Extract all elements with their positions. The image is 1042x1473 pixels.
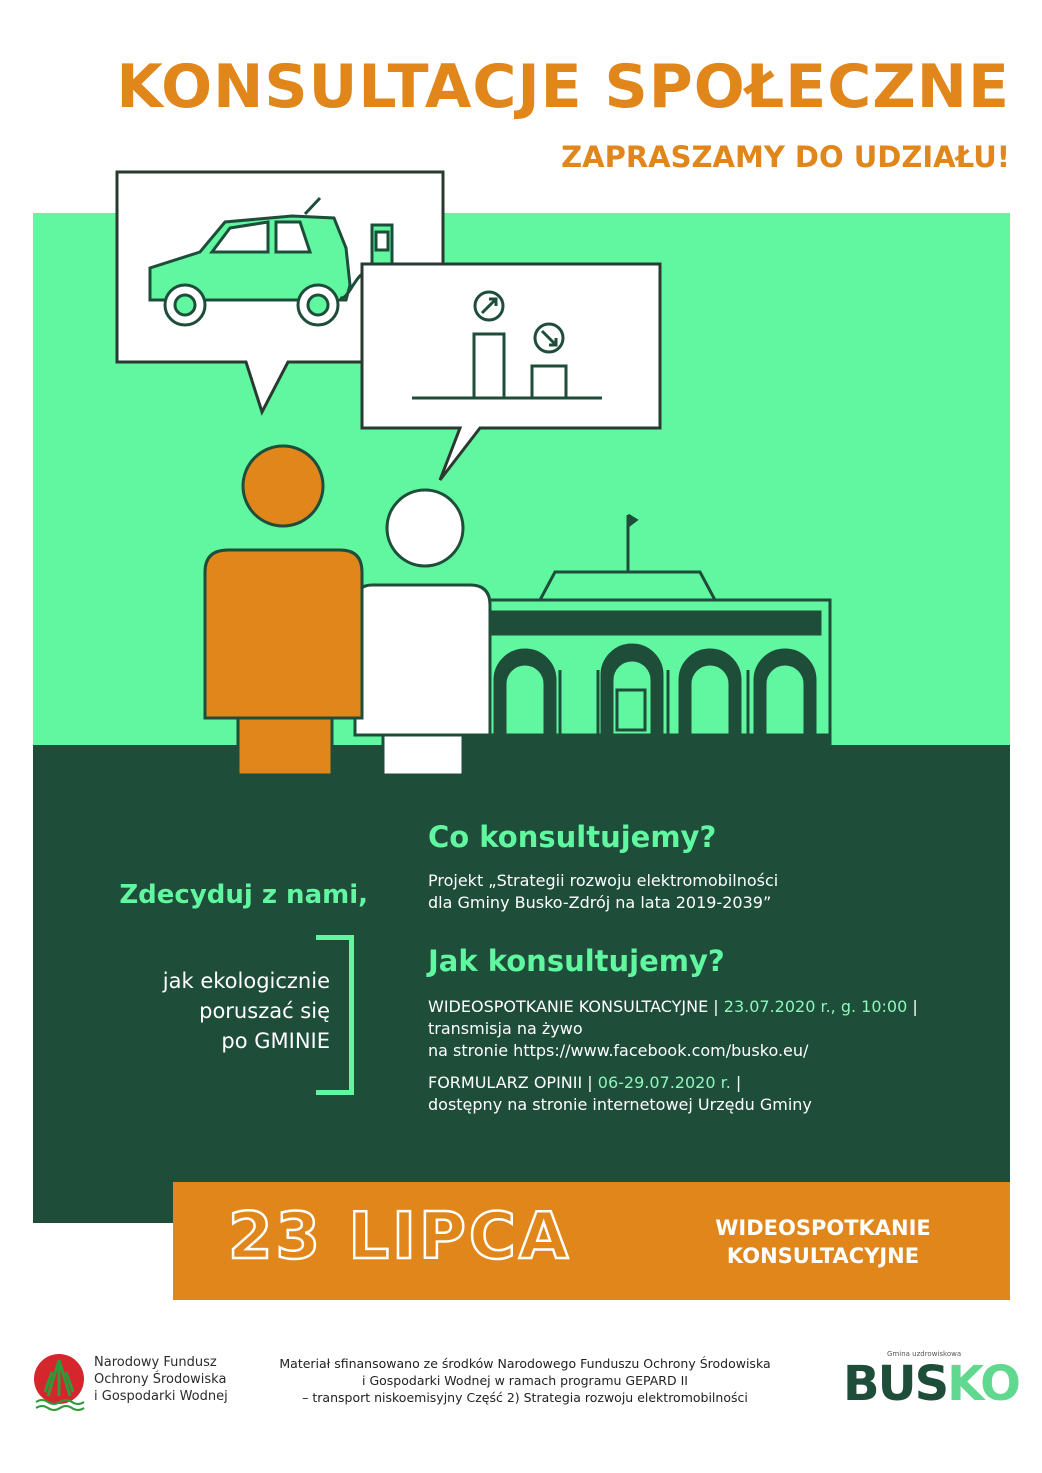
form-date: 06-29.07.2020 r. — [597, 1073, 731, 1092]
busko-tagline: Gmina uzdrowiskowa — [887, 1350, 962, 1358]
funding-line: Materiał sfinansowano ze środków Narodowego Funduszu Ochrony Środowiska — [279, 1356, 771, 1371]
page-subtitle: ZAPRASZAMY DO UDZIAŁU! — [561, 140, 1010, 174]
bracket-decoration — [316, 935, 354, 1095]
date-band — [173, 1182, 1010, 1300]
separator: | — [735, 1073, 742, 1092]
form-name: FORMULARZ OPINII — [428, 1073, 583, 1092]
person-white-icon — [355, 490, 490, 775]
nfosigw-name — [94, 1354, 228, 1405]
left-text — [80, 966, 330, 1056]
band-label — [693, 1214, 953, 1270]
how-heading: Jak konsultujemy? — [428, 944, 725, 978]
nfosigw-line: i Gospodarki Wodnej — [94, 1389, 228, 1404]
busko-logo — [843, 1350, 1019, 1416]
town-hall-building-icon — [460, 515, 830, 745]
video-info — [428, 996, 998, 1062]
band-label-line: WIDEOSPOTKANIE — [715, 1216, 931, 1240]
left-line: po GMINIE — [221, 1029, 330, 1053]
form-info — [428, 1072, 998, 1116]
video-link[interactable]: na stronie https://www.facebook.com/busko.eu/ — [428, 1041, 809, 1060]
funding-line: – transport niskoemisyjny Część 2) Strategia rozwoju elektromobilności — [302, 1390, 748, 1405]
nfosigw-line: Ochrony Środowiska — [94, 1372, 227, 1387]
nfosigw-logo-icon — [32, 1352, 87, 1414]
band-label-line: KONSULTACYJNE — [726, 1244, 920, 1268]
busko-wordmark — [843, 1356, 1019, 1412]
nfosigw-line: Narodowy Fundusz — [94, 1355, 217, 1370]
separator: | — [587, 1073, 593, 1092]
left-heading: Zdecyduj z nami, — [119, 880, 368, 910]
info-column — [428, 820, 998, 1116]
what-text — [428, 870, 998, 914]
funding-note — [255, 1355, 795, 1406]
form-line: dostępny na stronie internetowej Urzędu Gminy — [428, 1095, 812, 1114]
separator: | — [713, 997, 719, 1016]
person-orange-icon — [205, 446, 362, 775]
video-date: 23.07.2020 r., g. 10:00 — [723, 997, 908, 1016]
band-date: 23 LIPCA — [228, 1200, 572, 1274]
what-heading: Co konsultujemy? — [428, 820, 717, 854]
page-title: KONSULTACJE SPOŁECZNE — [116, 52, 1010, 122]
what-line: Projekt „Strategii rozwoju elektromobilności — [428, 871, 779, 890]
video-line: transmisja na żywo — [428, 1019, 583, 1038]
busko-word-b: KO — [947, 1356, 1019, 1412]
speech-bubble-chart — [362, 264, 660, 480]
separator: | — [912, 997, 918, 1016]
funding-line: i Gospodarki Wodnej w ramach programu GEPARD II — [362, 1373, 688, 1388]
left-line: poruszać się — [199, 999, 330, 1023]
what-line: dla Gminy Busko-Zdrój na lata 2019-2039” — [428, 893, 772, 912]
busko-word-a: BUS — [843, 1356, 948, 1412]
video-name: WIDEOSPOTKANIE KONSULTACYJNE — [428, 997, 709, 1016]
left-line: jak ekologicznie — [162, 969, 330, 993]
